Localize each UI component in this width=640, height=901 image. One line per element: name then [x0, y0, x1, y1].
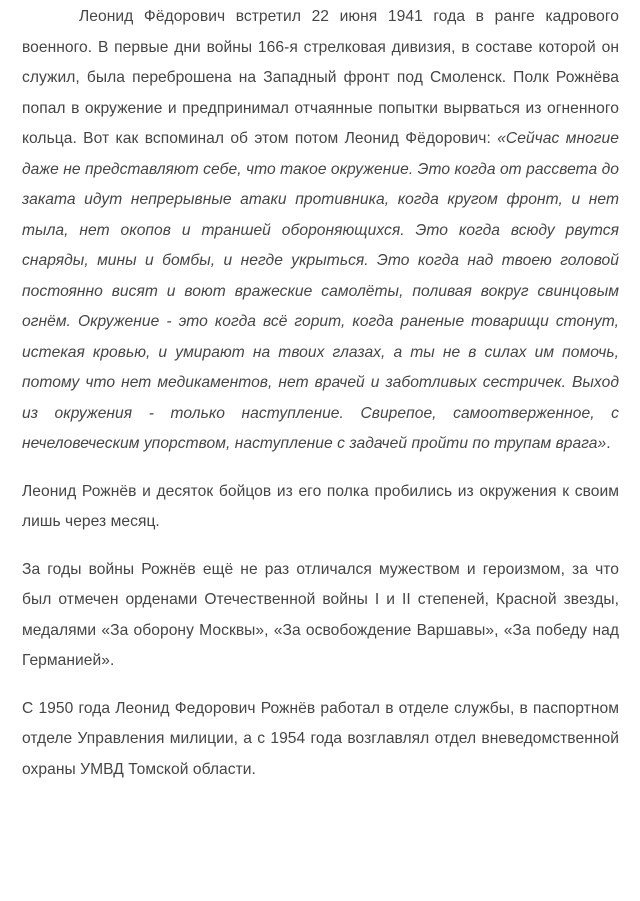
paragraph-breakout: Леонид Рожнёв и десяток бойцов из его полка пробились из окружения к своим лишь через месяц.: [22, 482, 619, 530]
encirclement-quote: «Сейчас многие даже не представляют себе, что такое окружение. Это когда от рассвета до заката идут непрерывные атаки противника, когда кругом фронт, и нет тыла, нет окопов и траншей обороняющихся. Это когда всюду рвутся снаряды, мины и бомбы, и негде укрыться. Это когда над твоею головой постоянно висят и воют вражеские самолёты, поливая вокруг свинцовым огнём. Окружение - это когда всё горит, когда раненые товарищи стонут, истекая кровью, и умирают на твоих глазах, а ты не в силах им помочь, потому что нет медикаментов, нет врачей и заботливых сестричек. Выход из окружения - только наступление. Свирепое, самоотверженное, с нечеловеческим упорством, наступление с задачей пройти по трупам врага»: [22, 130, 619, 452]
paragraph-postwar-career: С 1950 года Леонид Федорович Рожнёв работал в отделе службы, в паспортном отделе Управления милиции, а с 1954 года возглавлял отдел вневедомственной охраны УМВД Томской области.: [22, 699, 619, 778]
paragraph-lead-text: Леонид Фёдорович встретил 22 июня 1941 года в ранге кадрового военного. В первые дни войны 166-я стрелковая дивизия, в составе которой он служил, была переброшена на Западный фронт под Смоленск. Полк Рожнёва попал в окружение и предпринимал отчаянные попытки вырваться из огненного кольца. Вот как вспоминал об этом потом Леонид Фёдорович:: [22, 8, 619, 147]
document-body: [22, 2, 619, 785]
paragraph-wartime-encirclement: [22, 2, 619, 460]
paragraph-awards: За годы войны Рожнёв ещё не раз отличался мужеством и героизмом, за что был отмечен орденами Отечественной войны I и II степеней, Красной звезды, медалями «За оборону Москвы», «За освобождение Варшавы», «За победу над Германией».: [22, 560, 619, 669]
paragraph-tail-text: .: [606, 435, 611, 452]
